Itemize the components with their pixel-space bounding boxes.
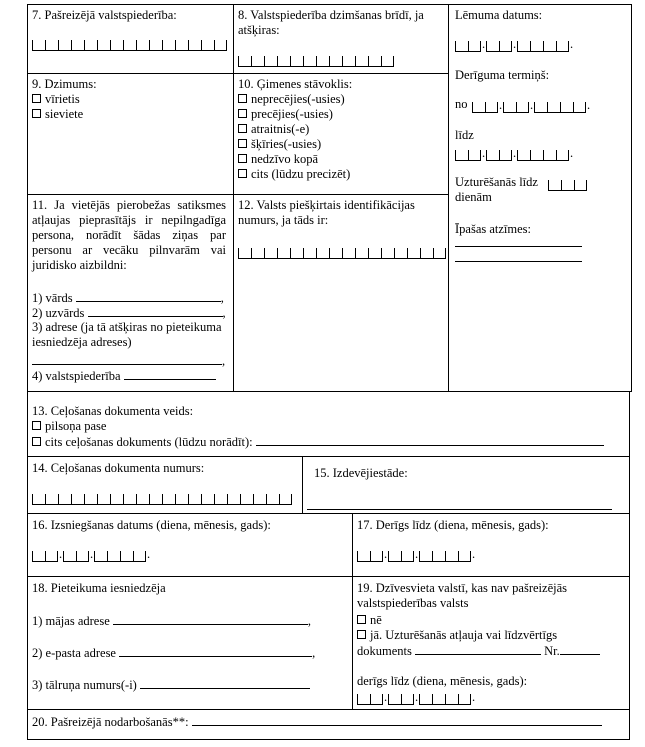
checkbox-icon[interactable] xyxy=(238,109,247,118)
days-label: dienām xyxy=(455,190,492,204)
divider xyxy=(27,194,449,195)
validity-from-label: no xyxy=(455,97,468,111)
validity-label: Derīguma termiņš: xyxy=(455,68,550,82)
checkbox-icon[interactable] xyxy=(238,154,247,163)
gender-female-option[interactable]: sieviete xyxy=(32,107,83,122)
residence-yes-option[interactable]: jā. Uzturēšanās atļauja vai līdzvērtīgs xyxy=(357,628,557,643)
issuer-line[interactable] xyxy=(307,509,612,510)
valid-until-boxes[interactable]: . . . xyxy=(357,547,476,562)
field7-label: 7. Pašreizējā valstspiederība: xyxy=(32,8,177,22)
field12-digit-boxes[interactable] xyxy=(238,244,446,259)
checkbox-icon[interactable] xyxy=(32,437,41,446)
guardian-surname-field[interactable]: 2) uzvārds , xyxy=(32,306,226,320)
field18-label: 18. Pieteikuma iesniedzēja xyxy=(32,581,166,595)
residence-valid-until-boxes[interactable]: . . . xyxy=(357,690,476,705)
guardian-address-label: 3) adrese (ja tā atšķiras no pieteikuma iesniedzēja adreses) xyxy=(32,320,222,349)
occupation-field[interactable]: 20. Pašreizējā nodarbošanās**: xyxy=(32,714,602,730)
marital-option-divorced[interactable]: šķīries(-usies) xyxy=(238,137,321,152)
checkbox-icon[interactable] xyxy=(32,94,41,103)
field14-label: 14. Ceļošanas dokumenta numurs: xyxy=(32,461,205,475)
marital-option-other[interactable]: cits (lūdzu precizēt) xyxy=(238,167,350,182)
field8-label: 8. Valstspiederība dzimšanas brīdī, ja atšķiras: xyxy=(238,8,424,37)
field15-box xyxy=(302,456,630,514)
divider xyxy=(27,73,449,74)
decision-date-label: Lēmuma datums: xyxy=(455,8,543,22)
field9-label: 9. Dzimums: xyxy=(32,77,97,91)
marital-option-married[interactable]: precējies(-usies) xyxy=(238,107,333,122)
guardian-name-field[interactable]: 1) vārds , xyxy=(32,291,224,305)
guardian-citizenship-field[interactable]: 4) valstspiederība xyxy=(32,368,216,384)
residence-valid-until-label: derīgs līdz (diena, mēnesis, gads): xyxy=(357,674,528,688)
validity-to-boxes[interactable]: . . . xyxy=(455,146,574,161)
field17-label: 17. Derīgs līdz (diena, mēnesis, gads): xyxy=(357,518,549,532)
doc-type-passport-option[interactable]: pilsoņa pase xyxy=(32,419,106,434)
field7-digit-boxes[interactable] xyxy=(32,36,227,51)
checkbox-icon[interactable] xyxy=(357,630,366,639)
marital-option-widowed[interactable]: atraitnis(-e) xyxy=(238,122,309,137)
issue-date-boxes[interactable]: . . . xyxy=(32,547,151,562)
home-address-field[interactable]: 1) mājas adrese , xyxy=(32,614,311,628)
validity-from-boxes[interactable]: . . . xyxy=(472,98,591,113)
field16-label: 16. Izsniegšanas datums (diena, mēnesis, gads): xyxy=(32,518,271,532)
checkbox-icon[interactable] xyxy=(32,109,41,118)
marital-option-single[interactable]: neprecējies(-usies) xyxy=(238,92,345,107)
gender-male-option[interactable]: vīrietis xyxy=(32,92,80,107)
email-address-field[interactable]: 2) e-pasta adrese , xyxy=(32,646,316,660)
field11-label: 11. Ja vietējās pierobežas satiksmes atļaujas pieprasītājs ir nepilngadīga persona, norādīt šādas ziņas par personu ar vecāku pilnvarām vai juridisko aizbildni: xyxy=(32,198,226,272)
checkbox-icon[interactable] xyxy=(32,421,41,430)
checkbox-icon[interactable] xyxy=(238,94,247,103)
validity-to-label: līdz xyxy=(455,128,474,142)
decision-date-boxes[interactable]: . . . xyxy=(455,37,574,52)
residence-document-field[interactable]: dokuments Nr. xyxy=(357,643,600,659)
divider xyxy=(448,4,449,392)
doc-type-other-option[interactable]: cits ceļošanas dokuments (lūdzu norādīt): xyxy=(32,434,604,450)
guardian-address-field[interactable]: , xyxy=(32,353,225,369)
notes-line-1[interactable] xyxy=(455,246,582,247)
stay-label: Uzturēšanās līdz xyxy=(455,175,538,189)
phone-number-field[interactable]: 3) tālruņa numurs(-i) xyxy=(32,677,310,693)
checkbox-icon[interactable] xyxy=(238,124,247,133)
notes-label: Īpašas atzīmes: xyxy=(455,222,532,236)
divider xyxy=(233,4,234,392)
stay-days-boxes[interactable] xyxy=(548,176,587,191)
checkbox-icon[interactable] xyxy=(238,169,247,178)
field14-digit-boxes[interactable] xyxy=(32,490,292,505)
field19-label: 19. Dzīvesvieta valstī, kas nav pašreizējās valstspiederības valsts xyxy=(357,581,567,610)
field12-label: 12. Valsts piešķirtais identifikācijas numurs, ja tāds ir: xyxy=(238,198,415,227)
marital-option-separated[interactable]: nedzīvo kopā xyxy=(238,152,318,167)
residence-no-option[interactable]: nē xyxy=(357,613,382,628)
checkbox-icon[interactable] xyxy=(357,615,366,624)
field15-label: 15. Izdevējiestāde: xyxy=(314,466,408,480)
field13-label: 13. Ceļošanas dokumenta veids: xyxy=(32,404,194,418)
checkbox-icon[interactable] xyxy=(238,139,247,148)
field10-label: 10. Ģimenes stāvoklis: xyxy=(238,77,353,91)
field8-digit-boxes[interactable] xyxy=(238,52,394,67)
notes-line-2[interactable] xyxy=(455,261,582,262)
